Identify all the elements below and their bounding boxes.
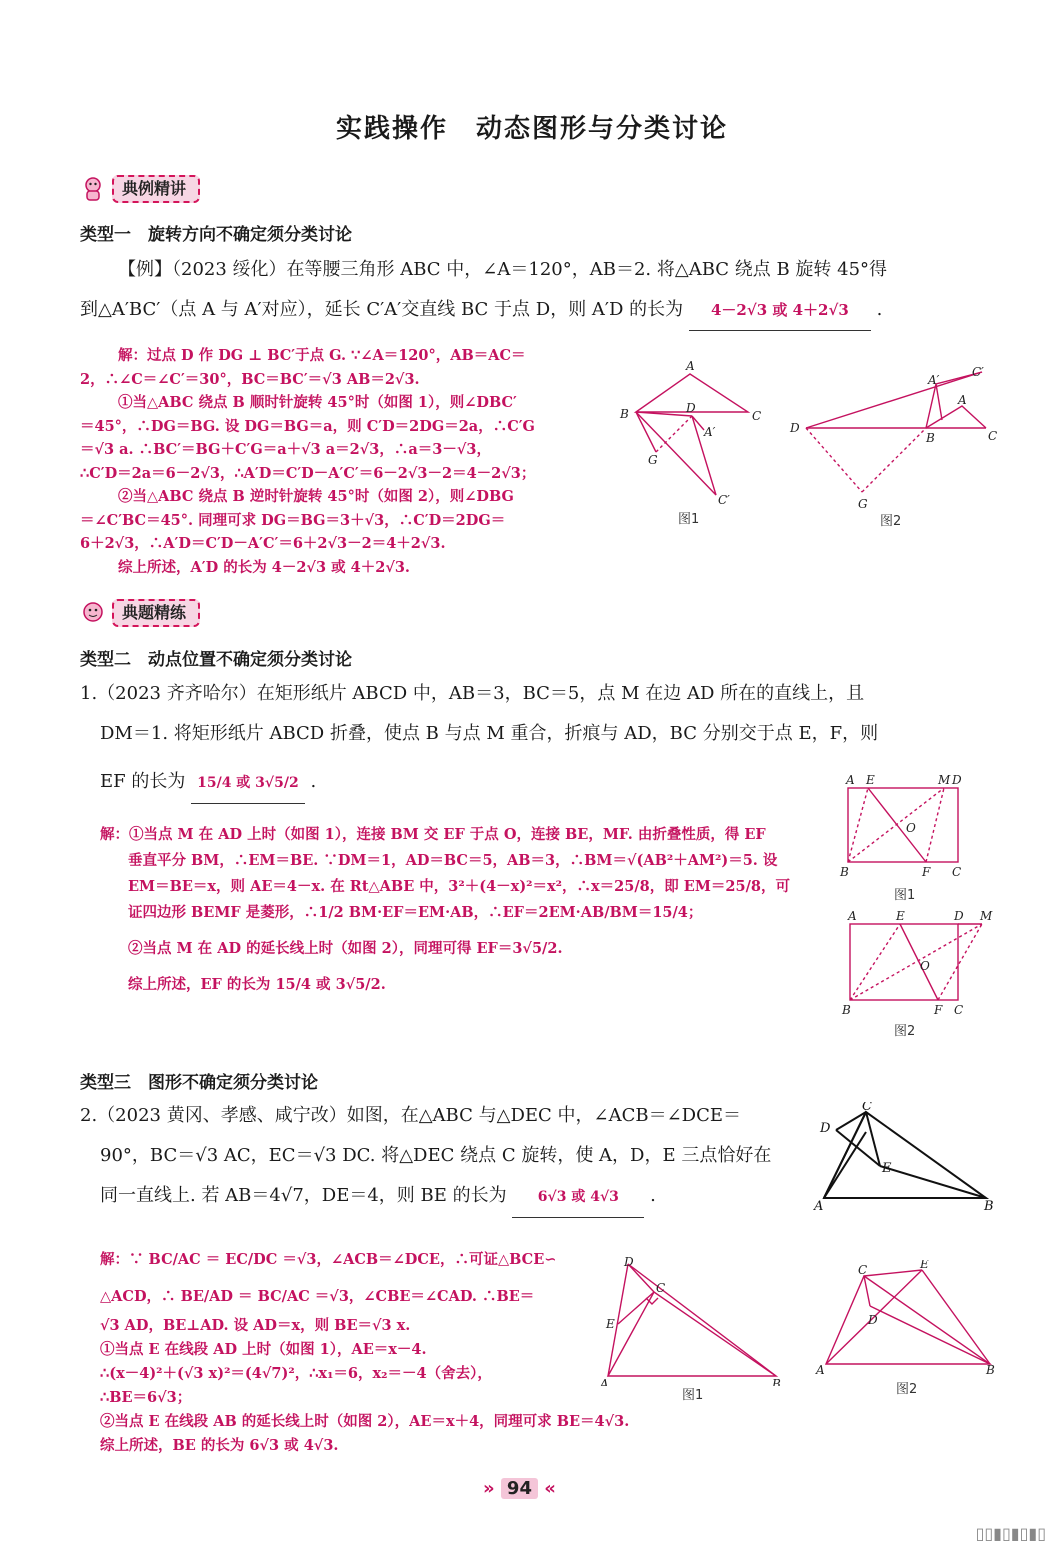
figure-1-rectangle xyxy=(838,772,978,903)
problem-line: 2.（2023 黄冈、孝感、咸宁改）如图，在△ABC 与△DEC 中，∠ACB＝∠DCE＝ xyxy=(80,1105,742,1126)
svg-text:C: C xyxy=(988,429,998,443)
mascot-icon xyxy=(80,600,106,626)
solution-line: 综上所述，A′D 的长为 4－2√3 或 4＋2√3. xyxy=(118,558,410,576)
svg-text:B: B xyxy=(926,431,935,445)
figure-caption: 图1 xyxy=(678,512,700,527)
solution-line: √3 AD，BE⊥AD. 设 AD＝x，则 BE＝√3 x. xyxy=(100,1317,411,1334)
svg-text:D: D xyxy=(624,1256,634,1269)
svg-text:E: E xyxy=(606,1317,615,1331)
svg-text:E: E xyxy=(866,773,875,787)
svg-text:E: E xyxy=(882,1161,892,1176)
svg-text:F: F xyxy=(934,1003,943,1017)
problem-line: EF 的长为 15/4 或 3√5/2 . xyxy=(80,762,1000,804)
solution-line: 垂直平分 BM，∴EM＝BE. ∵DM＝1，AD＝BC＝5，AB＝3，∴BM＝√(AB²＋AM²)＝5. 设 xyxy=(128,852,778,869)
figure-caption: 图2 xyxy=(880,514,902,529)
svg-text:C: C xyxy=(656,1281,666,1295)
problem-2-text xyxy=(80,1096,800,1218)
svg-text:B: B xyxy=(984,1199,994,1214)
figure-2-example xyxy=(786,362,1006,536)
solution-line: 2，∴∠C＝∠C′＝30°，BC＝BC′＝√3 AB＝2√3. xyxy=(80,370,420,388)
solution-line: ①当点 E 在线段 AD 上时（如图 1），AE＝x－4. xyxy=(100,1341,427,1358)
example-line: 到△A′BC′（点 A 与 A′对应），延长 C′A′交直线 BC 于点 D，则 A′D 的长为 4－2√3 或 4＋2√3 . xyxy=(80,290,1000,331)
mascot-icon xyxy=(80,176,106,202)
solution-line: ②当点 M 在 AD 的延长线上时（如图 2），同理可得 EF＝3√5/2. xyxy=(128,940,563,957)
answer-blank: 4－2√3 或 4＋2√3 xyxy=(689,290,871,331)
problem-line: 90°，BC＝√3 AC，EC＝√3 DC. 将△DEC 绕点 C 旋转，使 A，D，E 三点恰好在 xyxy=(100,1145,772,1166)
svg-text:M: M xyxy=(938,773,951,787)
svg-text:C: C xyxy=(858,1263,868,1277)
solution-line: △ACD，∴ BE/AD ＝ BC/AC ＝√3，∠CBE＝∠CAD. ∴BE＝ xyxy=(100,1288,535,1305)
solution-line: 解：过点 D 作 DG ⊥ BC′于点 G. ∵∠A＝120°，AB＝AC＝ xyxy=(118,347,526,364)
answer-blank: 15/4 或 3√5/2 xyxy=(191,763,305,804)
problem-line: DM＝1. 将矩形纸片 ABCD 折叠，使点 B 与点 M 重合，折痕与 AD，BC 分别交于点 E，F，则 xyxy=(100,723,879,744)
svg-text:O: O xyxy=(920,959,930,973)
type-heading-2: 类型二 动点位置不确定须分类讨论 xyxy=(80,650,352,670)
solution-line: ＝45°，∴DG＝BG. 设 DG＝BG＝a，则 C′D＝2DG＝2a，∴C′G xyxy=(80,417,535,435)
svg-text:D: D xyxy=(952,773,962,787)
svg-text:A: A xyxy=(686,360,695,373)
svg-text:C: C xyxy=(952,865,962,879)
example-text xyxy=(80,250,1000,331)
svg-text:C: C xyxy=(752,409,762,423)
solution-line: ②当△ABC 绕点 B 逆时针旋转 45°时（如图 2），则∠DBG xyxy=(118,488,514,505)
banner-label: 典例精讲 xyxy=(112,175,200,203)
figure-caption: 图2 xyxy=(896,1382,918,1397)
solution-line: ∴BE＝6√3； xyxy=(100,1389,192,1406)
svg-text:C: C xyxy=(862,1102,872,1114)
svg-text:B: B xyxy=(842,1003,851,1017)
svg-text:G: G xyxy=(858,497,868,511)
solution-block-1 xyxy=(80,344,620,579)
solution-line: EM＝BE＝x，则 AE＝4－x. 在 Rt△ABE 中，3²＋(4－x)²＝x²，∴x＝25/8，即 EM＝25/8，可 xyxy=(128,878,790,895)
figure-problem-2 xyxy=(810,1102,1000,1218)
example-line: 【例】（2023 绥化）在等腰三角形 ABC 中，∠A＝120°，AB＝2. 将△ABC 绕点 B 旋转 45°得 xyxy=(118,259,888,280)
figure-1-triangle xyxy=(598,1256,788,1403)
svg-text:D: D xyxy=(954,909,964,923)
figure-caption: 图1 xyxy=(682,1388,704,1403)
problem-line: 1.（2023 齐齐哈尔）在矩形纸片 ABCD 中，AB＝3，BC＝5，点 M 在边 AD 所在的直线上，且 xyxy=(80,683,865,704)
svg-text:A: A xyxy=(814,1199,824,1214)
solution-line: 综上所述，BE 的长为 6√3 或 4√3. xyxy=(100,1437,339,1454)
svg-text:O: O xyxy=(906,821,916,835)
solution-line: 综上所述，EF 的长为 15/4 或 3√5/2. xyxy=(128,976,386,993)
page-title: 实践操作 动态图形与分类讨论 xyxy=(335,114,728,144)
svg-text:D: D xyxy=(790,421,800,435)
solution-line: 6＋2√3，∴A′D＝C′D－A′C′＝6＋2√3－2＝4＋2√3. xyxy=(80,535,446,552)
chevron-right-icon: » xyxy=(483,1478,495,1499)
figure-2-rectangle xyxy=(838,906,998,1039)
svg-text:C: C xyxy=(954,1003,964,1017)
svg-text:F: F xyxy=(922,865,931,879)
svg-text:E: E xyxy=(896,909,905,923)
solution-line: 解：∵ BC/AC ＝ EC/DC ＝√3，∠ACB＝∠DCE，∴可证△BCE∽ xyxy=(100,1251,557,1268)
section-banner-practice xyxy=(80,600,200,626)
svg-text:M: M xyxy=(980,909,993,923)
type-heading-3: 类型三 图形不确定须分类讨论 xyxy=(80,1073,318,1093)
figure-2-triangle xyxy=(814,1260,1004,1397)
page-number-value: 94 xyxy=(501,1478,538,1499)
solution-line: ②当点 E 在线段 AB 的延长线上时（如图 2），AE＝x＋4，同理可求 BE＝4√3. xyxy=(100,1413,630,1430)
svg-text:B: B xyxy=(620,407,629,421)
solution-line: ①当△ABC 绕点 B 顺时针旋转 45°时（如图 1），则∠DBC′ xyxy=(118,394,517,411)
figure-caption: 图2 xyxy=(894,1024,916,1039)
svg-text:A: A xyxy=(600,1377,609,1386)
page-number xyxy=(483,1478,556,1499)
svg-text:B: B xyxy=(772,1377,781,1386)
svg-text:B: B xyxy=(986,1363,995,1377)
svg-text:B: B xyxy=(840,865,849,879)
svg-text:E: E xyxy=(920,1260,929,1271)
solution-line: 解：①当点 M 在 AD 上时（如图 1），连接 BM 交 EF 于点 O，连接 BE，MF. 由折叠性质，得 EF xyxy=(100,826,766,843)
figure-caption: 图1 xyxy=(894,888,916,903)
chevron-left-icon: « xyxy=(544,1478,556,1499)
watermark-bars-icon: ▯▯▮▯▮▯▮▯ xyxy=(975,1524,1046,1543)
svg-text:A′: A′ xyxy=(928,373,940,387)
svg-text:C′: C′ xyxy=(972,365,984,379)
problem-line: 同一直线上. 若 AB＝4√7，DE＝4，则 BE 的长为 6√3 或 4√3 . xyxy=(80,1176,800,1218)
svg-text:D: D xyxy=(820,1121,831,1136)
solution-block-3 xyxy=(100,1240,630,1458)
svg-text:A: A xyxy=(848,909,857,923)
svg-text:A: A xyxy=(958,393,967,407)
svg-text:A′: A′ xyxy=(704,425,716,439)
section-banner-examples xyxy=(80,176,200,202)
solution-line: ∴C′D＝2a＝6－2√3，∴A′D＝C′D－A′C′＝6－2√3－2＝4－2√3； xyxy=(80,464,536,482)
svg-text:D: D xyxy=(686,401,696,415)
solution-block-2 xyxy=(100,822,840,998)
solution-line: 证四边形 BEMF 是菱形，∴1/2 BM·EF＝EM·AB，∴EF＝2EM·AB/BM＝15/4； xyxy=(128,904,703,921)
svg-text:G: G xyxy=(648,453,658,467)
svg-text:D: D xyxy=(868,1313,878,1327)
solution-line: ＝∠C′BC＝45°. 同理可求 DG＝BG＝3＋√3，∴C′D＝2DG＝ xyxy=(80,511,506,529)
svg-text:C′: C′ xyxy=(718,493,730,507)
solution-line: ∴(x－4)²＋(√3 x)²＝(4√7)²，∴x₁＝6，x₂＝－4（舍去）， xyxy=(100,1365,492,1382)
solution-line: ＝√3 a. ∴BC′＝BG＋C′G＝a＋√3 a＝2√3，∴a＝3－√3， xyxy=(80,441,491,458)
svg-text:A: A xyxy=(846,773,855,787)
svg-text:A: A xyxy=(816,1363,825,1377)
banner-label: 典题精练 xyxy=(112,599,200,627)
figure-1-example xyxy=(612,360,782,534)
type-heading-1: 类型一 旋转方向不确定须分类讨论 xyxy=(80,225,352,245)
answer-blank: 6√3 或 4√3 xyxy=(512,1177,644,1218)
